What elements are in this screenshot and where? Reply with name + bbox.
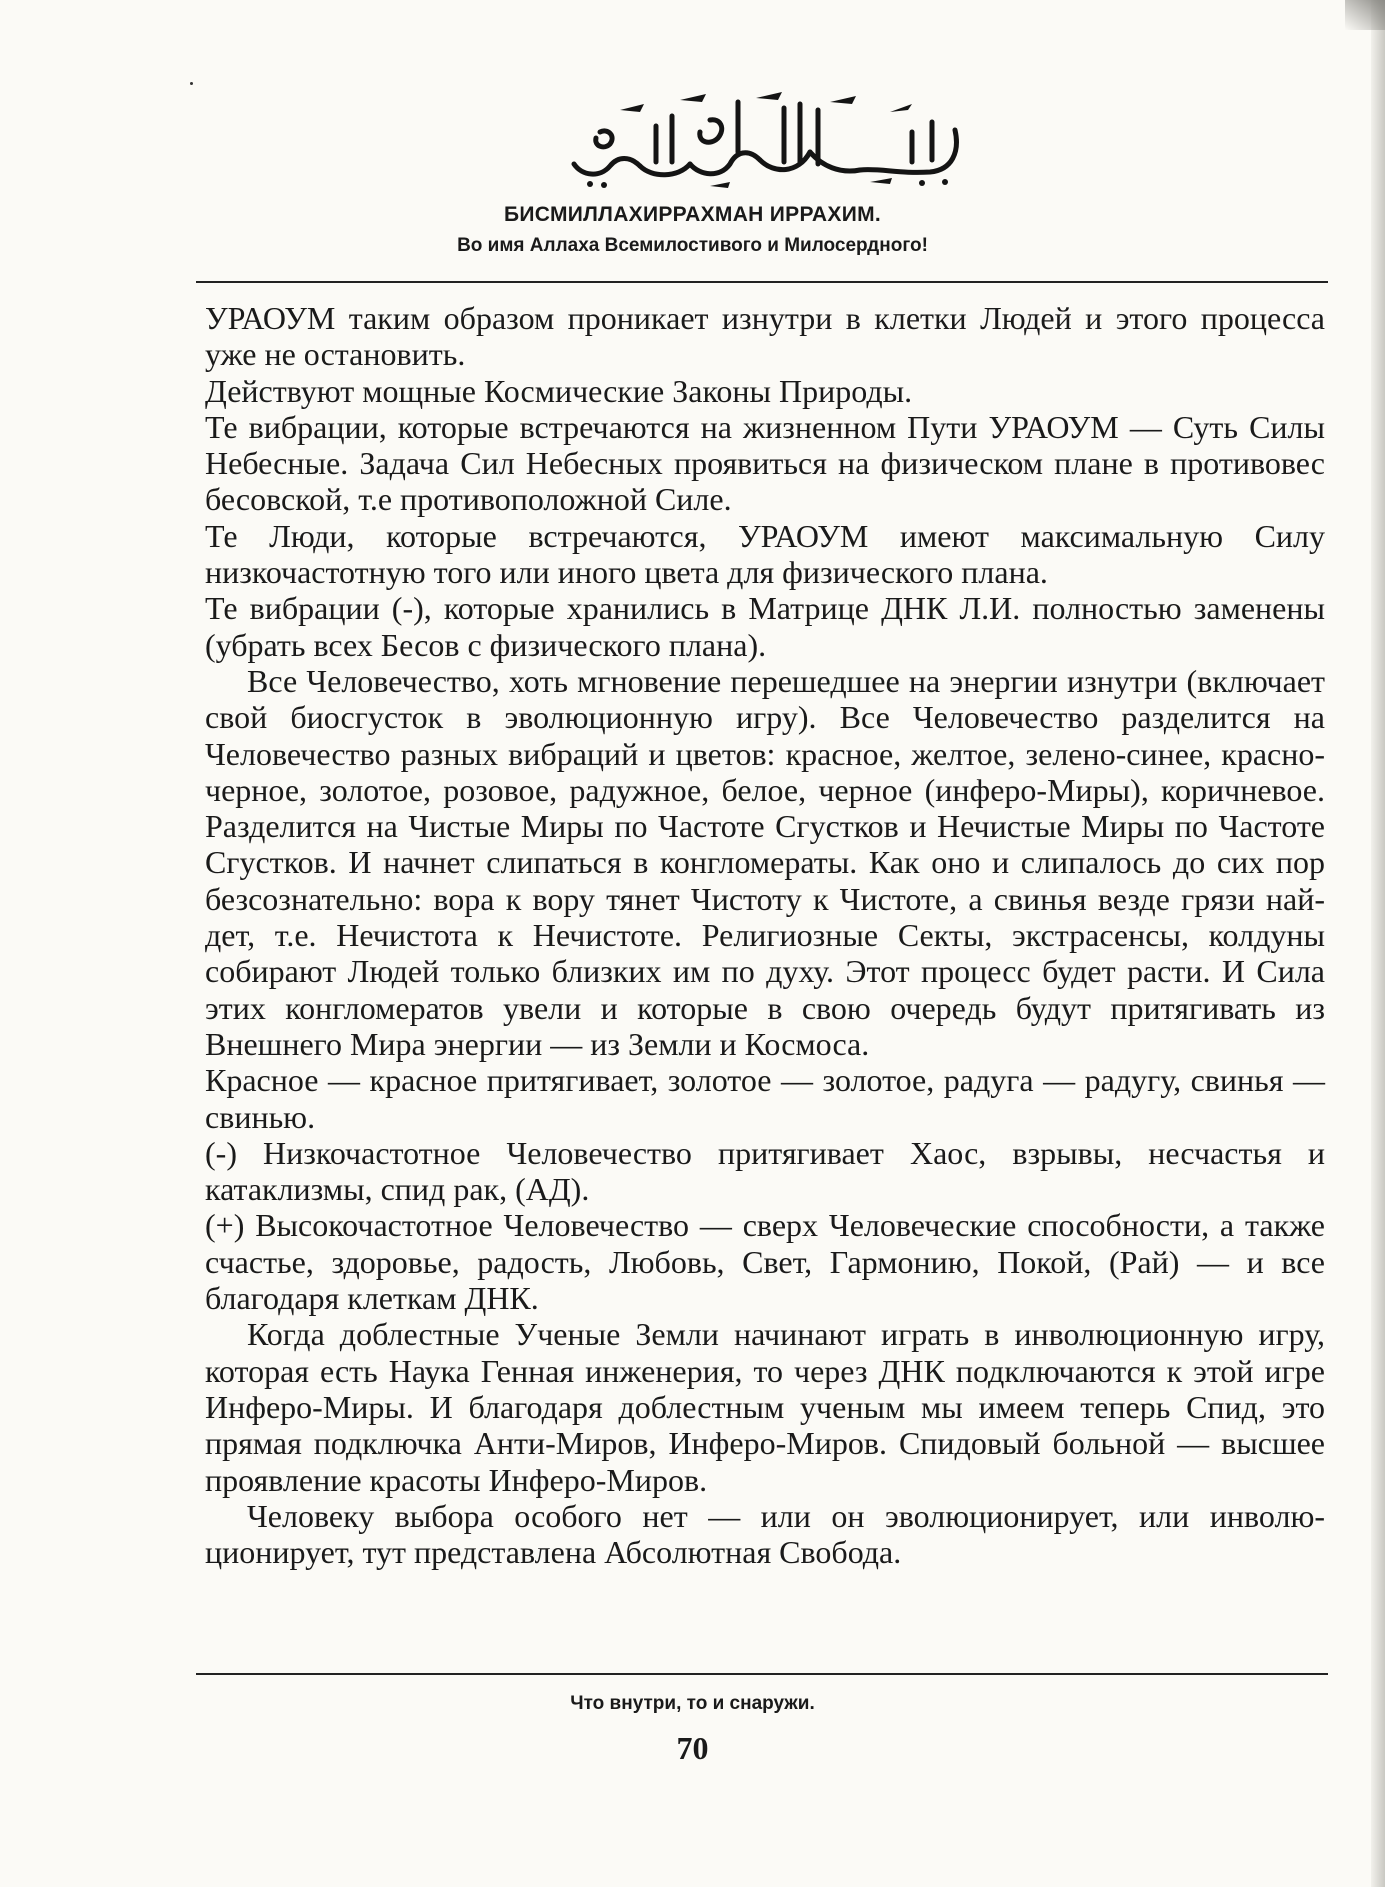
paragraph: Когда доблестные Ученые Земли начинают играть в инволюционную игру, которая есть Наука Генная инженерия, то через ДНК подключаются к этой игре Инферо-Миры. И благодаря доблестным ученым мы имеем теперь Спид, это прямая подключка Анти-Миров, Инферо-Миров. Спидовый больной — высшее проявление красоты Инферо-Миров. (205, 1316, 1325, 1498)
page-body (205, 300, 1325, 1570)
paragraph: Все Человечество, хоть мгновение перешедшее на энергии изнутри (включает свой биосгусток в эволюционную игру). Все Человечество разделится на Человечество разных вибраций и цветов: красное, желтое, зелено-синее, красно-черное, золотое, розовое, радужное, белое, черное (инферо-Миры), коричневое. Разделится на Чистые Миры по Частоте Сгустков и Нечистые Миры по Частоте Сгустков. И начнет слипаться в конгломераты. Как оно и слипалось до сих пор безсознательно: вора к вору тянет Чистоту к Чистоте, а свинья везде грязи найдет, т.е. Нечистота к Нечистоте. Религиозные Секты, экстрасенсы, колдуны собирают Людей только близких им по духу. Этот процесс будет расти. И Сила этих конгломератов увели и которые в свою очередь будут притягивать из Внешнего Мира энергии — из Земли и Космоса. (205, 662, 1325, 1062)
paragraph: Человеку выбора особого нет — или он эволюционирует, или инволюционирует, тут представлена Абсолютная Свобода. (205, 1497, 1325, 1571)
top-divider (196, 281, 1328, 283)
bottom-divider (196, 1673, 1328, 1675)
paragraph: Те вибрации (-), которые хранились в Матрице ДНК Л.И. полностью заменены (убрать всех Бесов с физического плана). (205, 590, 1325, 663)
footer-motto: Что внутри, то и снаружи. (570, 1693, 815, 1714)
paragraph: Красное — красное притягивает, золотое — золотое, радуга — радугу, свинья — свинью. (205, 1062, 1325, 1135)
page-number: 70 (676, 1730, 709, 1766)
header-title: БИСМИЛЛАХИРРАХМАН ИРРАХИМ. (503, 203, 882, 226)
arabic-basmala-calligraphy-icon (560, 82, 980, 192)
header-subtitle: Во имя Аллаха Всемилостивого и Милосердного! (457, 235, 928, 256)
page-edge-shadow (1371, 0, 1385, 1887)
paragraph: (+) Высокочастотное Человечество — сверх Человеческие способности, а также счастье, здоровье, радость, Любовь, Свет, Гармонию, Покой, (Рай) — и все благодаря клеткам ДНК. (205, 1207, 1325, 1317)
page-corner-shadow (1345, 0, 1385, 30)
paragraph: (-) Низкочастотное Человечество притягивает Хаос, взрывы, несчастья и катаклизмы, спид рак, (АД). (205, 1134, 1325, 1208)
paragraph: Действуют мощные Космические Законы Природы. (205, 372, 913, 409)
paragraph: Те Люди, которые встречаются, УРАОУМ имеют максимальную Силу низкочастотную того или иного цвета для физического плана. (205, 517, 1325, 591)
paragraph: УРАОУМ таким образом проникает изнутри в клетки Людей и этого процесса уже не остановить. (205, 300, 1325, 373)
paragraph: Те вибрации, которые встречаются на жизненном Пути УРАОУМ — Суть Силы Небесные. Задача Сил Небесных проявиться на физическом плане в противовес бесовской, т.е противоположной Силе. (205, 408, 1325, 518)
scan-speck (190, 82, 193, 85)
